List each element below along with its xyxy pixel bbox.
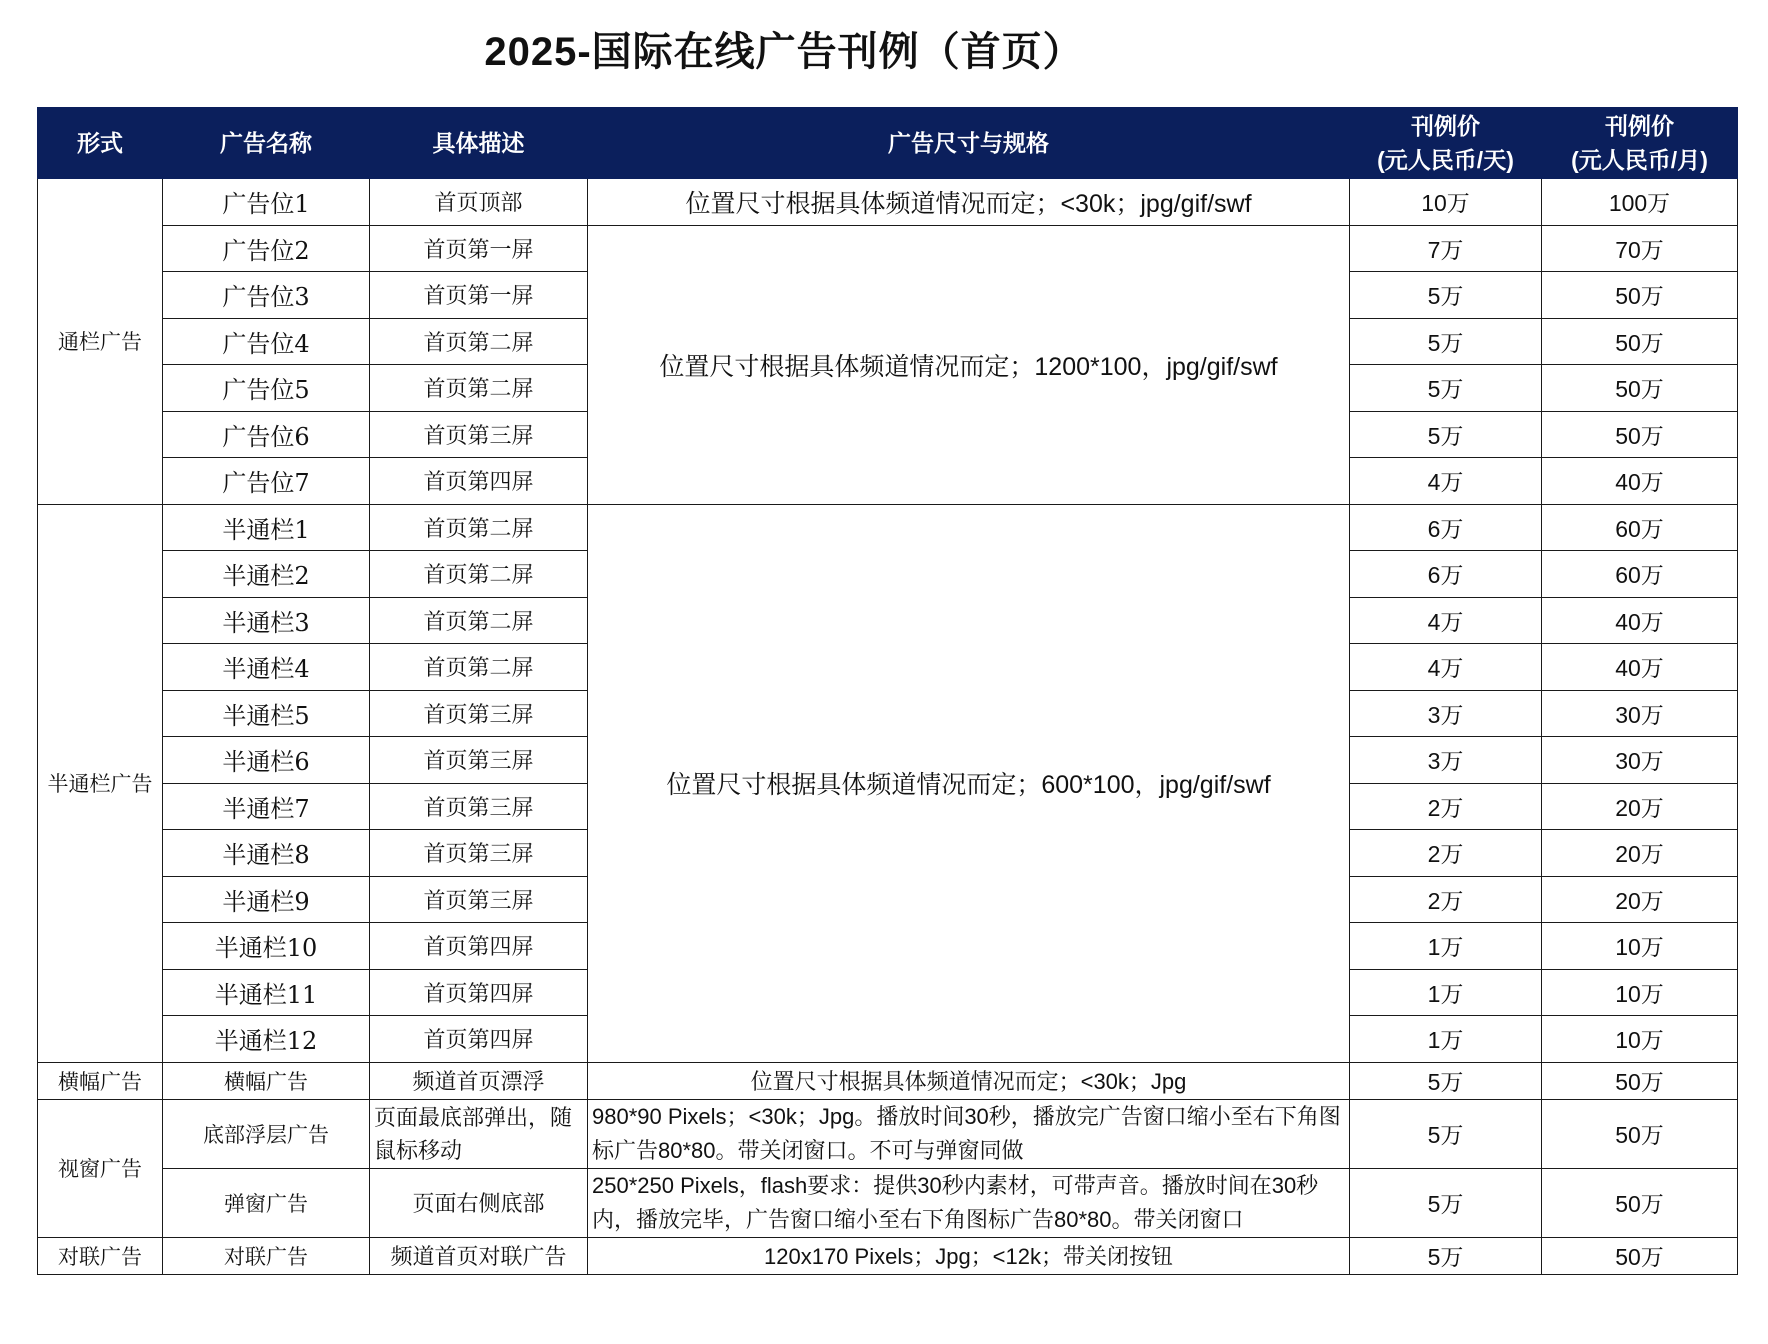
- price-month-cell: 60万: [1542, 504, 1738, 551]
- header-price-month: [1542, 108, 1738, 179]
- ad-name-cell: 广告位5: [163, 365, 370, 412]
- ad-spec-cell: 位置尺寸根据具体频道情况而定；<30k；jpg/gif/swf: [588, 179, 1350, 226]
- ad-spec-cell: 250*250 Pixels，flash要求：提供30秒内素材，可带声音。播放时间在30秒内，播放完毕，广告窗口缩小至右下角图标广告80*80。带关闭窗口: [588, 1168, 1350, 1237]
- ad-desc-cell: 页面最底部弹出，随鼠标移动: [370, 1099, 588, 1168]
- ad-name-cell: 弹窗广告: [163, 1168, 370, 1237]
- price-month-cell: 30万: [1542, 690, 1738, 737]
- ad-name-cell: 半通栏10: [163, 923, 370, 970]
- ad-name-cell: 对联广告: [163, 1237, 370, 1274]
- ad-desc-cell: 首页第一屏: [370, 225, 588, 272]
- price-day-cell: 3万: [1350, 737, 1542, 784]
- page-title: 2025-国际在线广告刊例（首页）: [484, 30, 1084, 74]
- price-month-cell: 70万: [1542, 225, 1738, 272]
- group-cell: 横幅广告: [38, 1062, 163, 1099]
- group-cell: 通栏广告: [38, 179, 163, 505]
- price-month-cell: 10万: [1542, 923, 1738, 970]
- price-day-cell: 4万: [1350, 597, 1542, 644]
- table-row: [38, 225, 1738, 272]
- ad-name-cell: 半通栏5: [163, 690, 370, 737]
- ad-desc-cell: 首页第四屏: [370, 969, 588, 1016]
- price-day-cell: 5万: [1350, 365, 1542, 412]
- price-month-cell: 10万: [1542, 1016, 1738, 1063]
- ad-name-cell: 半通栏1: [163, 504, 370, 551]
- price-day-cell: 5万: [1350, 1099, 1542, 1168]
- price-month-cell: 50万: [1542, 1168, 1738, 1237]
- ad-desc-cell: 首页第二屏: [370, 551, 588, 598]
- price-day-cell: 1万: [1350, 969, 1542, 1016]
- ad-desc-cell: 首页第二屏: [370, 365, 588, 412]
- ad-name-cell: 半通栏3: [163, 597, 370, 644]
- price-month-cell: 20万: [1542, 783, 1738, 830]
- ad-desc-cell: 首页第三屏: [370, 830, 588, 877]
- ad-name-cell: 广告位4: [163, 318, 370, 365]
- price-month-cell: 20万: [1542, 830, 1738, 877]
- price-day-cell: 1万: [1350, 923, 1542, 970]
- ad-desc-cell: 首页第二屏: [370, 597, 588, 644]
- ad-name-cell: 广告位7: [163, 458, 370, 505]
- price-month-cell: 10万: [1542, 969, 1738, 1016]
- price-day-cell: 5万: [1350, 318, 1542, 365]
- ad-desc-cell: 首页第三屏: [370, 783, 588, 830]
- price-month-cell: 50万: [1542, 365, 1738, 412]
- price-day-cell: 5万: [1350, 272, 1542, 319]
- ad-name-cell: 半通栏8: [163, 830, 370, 877]
- price-month-cell: 60万: [1542, 551, 1738, 598]
- ad-spec-cell: 位置尺寸根据具体频道情况而定；600*100，jpg/gif/swf: [588, 504, 1350, 1062]
- price-month-cell: 20万: [1542, 876, 1738, 923]
- header-price-day: [1350, 108, 1542, 179]
- ad-name-cell: 半通栏11: [163, 969, 370, 1016]
- table-row: [38, 1099, 1738, 1168]
- price-day-cell: 5万: [1350, 1062, 1542, 1099]
- price-month-cell: 100万: [1542, 179, 1738, 226]
- price-day-cell: 4万: [1350, 644, 1542, 691]
- table-row: [38, 1237, 1738, 1274]
- price-day-cell: 5万: [1350, 1237, 1542, 1274]
- price-day-cell: 5万: [1350, 411, 1542, 458]
- table-row: [38, 179, 1738, 226]
- group-cell: 视窗广告: [38, 1099, 163, 1237]
- header-row: [38, 108, 1738, 179]
- ad-spec-cell: 980*90 Pixels；<30k；Jpg。播放时间30秒，播放完广告窗口缩小至右下角图标广告80*80。带关闭窗口。不可与弹窗同做: [588, 1099, 1350, 1168]
- price-day-cell: 4万: [1350, 458, 1542, 505]
- ad-desc-cell: 首页第三屏: [370, 411, 588, 458]
- ad-name-cell: 广告位1: [163, 179, 370, 226]
- ad-desc-cell: 首页第四屏: [370, 458, 588, 505]
- price-month-cell: 50万: [1542, 1099, 1738, 1168]
- ad-name-cell: 半通栏2: [163, 551, 370, 598]
- rate-card-table: [37, 107, 1738, 1275]
- price-day-cell: 7万: [1350, 225, 1542, 272]
- header-price-month-line1: 刊例价: [1605, 113, 1674, 139]
- price-day-cell: 5万: [1350, 1168, 1542, 1237]
- price-day-cell: 2万: [1350, 830, 1542, 877]
- price-month-cell: 40万: [1542, 597, 1738, 644]
- header-desc: 具体描述: [370, 108, 588, 179]
- price-month-cell: 50万: [1542, 1237, 1738, 1274]
- table-row: [38, 1168, 1738, 1237]
- price-month-cell: 50万: [1542, 272, 1738, 319]
- ad-desc-cell: 首页第二屏: [370, 504, 588, 551]
- price-day-cell: 3万: [1350, 690, 1542, 737]
- ad-desc-cell: 首页顶部: [370, 179, 588, 226]
- ad-spec-cell: 120x170 Pixels；Jpg；<12k；带关闭按钮: [588, 1237, 1350, 1274]
- price-day-cell: 6万: [1350, 504, 1542, 551]
- ad-desc-cell: 频道首页对联广告: [370, 1237, 588, 1274]
- ad-name-cell: 半通栏4: [163, 644, 370, 691]
- header-name: 广告名称: [163, 108, 370, 179]
- ad-name-cell: 横幅广告: [163, 1062, 370, 1099]
- price-day-cell: 6万: [1350, 551, 1542, 598]
- table-row: [38, 1062, 1738, 1099]
- ad-desc-cell: 首页第三屏: [370, 876, 588, 923]
- ad-spec-cell: 位置尺寸根据具体频道情况而定；1200*100，jpg/gif/swf: [588, 225, 1350, 504]
- header-form: 形式: [38, 108, 163, 179]
- ad-name-cell: 半通栏6: [163, 737, 370, 784]
- header-spec: 广告尺寸与规格: [588, 108, 1350, 179]
- price-day-cell: 10万: [1350, 179, 1542, 226]
- ad-desc-cell: 频道首页漂浮: [370, 1062, 588, 1099]
- ad-name-cell: 底部浮层广告: [163, 1099, 370, 1168]
- price-day-cell: 2万: [1350, 783, 1542, 830]
- ad-name-cell: 广告位6: [163, 411, 370, 458]
- header-price-day-line1: 刊例价: [1411, 113, 1480, 139]
- header-price-day-line2: (元人民币/天): [1377, 147, 1514, 173]
- table-row: [38, 504, 1738, 551]
- ad-desc-cell: 页面右侧底部: [370, 1168, 588, 1237]
- price-month-cell: 50万: [1542, 318, 1738, 365]
- ad-desc-cell: 首页第四屏: [370, 923, 588, 970]
- header-price-month-line2: (元人民币/月): [1571, 147, 1708, 173]
- price-month-cell: 40万: [1542, 458, 1738, 505]
- ad-desc-cell: 首页第一屏: [370, 272, 588, 319]
- group-cell: 对联广告: [38, 1237, 163, 1274]
- price-month-cell: 50万: [1542, 411, 1738, 458]
- price-day-cell: 2万: [1350, 876, 1542, 923]
- group-cell: 半通栏广告: [38, 504, 163, 1062]
- ad-name-cell: 半通栏9: [163, 876, 370, 923]
- ad-desc-cell: 首页第三屏: [370, 737, 588, 784]
- ad-desc-cell: 首页第三屏: [370, 690, 588, 737]
- ad-name-cell: 广告位3: [163, 272, 370, 319]
- ad-desc-cell: 首页第四屏: [370, 1016, 588, 1063]
- ad-name-cell: 广告位2: [163, 225, 370, 272]
- ad-name-cell: 半通栏7: [163, 783, 370, 830]
- ad-name-cell: 半通栏12: [163, 1016, 370, 1063]
- price-month-cell: 50万: [1542, 1062, 1738, 1099]
- ad-spec-cell: 位置尺寸根据具体频道情况而定；<30k；Jpg: [588, 1062, 1350, 1099]
- ad-desc-cell: 首页第二屏: [370, 644, 588, 691]
- price-day-cell: 1万: [1350, 1016, 1542, 1063]
- ad-desc-cell: 首页第二屏: [370, 318, 588, 365]
- price-month-cell: 30万: [1542, 737, 1738, 784]
- price-month-cell: 40万: [1542, 644, 1738, 691]
